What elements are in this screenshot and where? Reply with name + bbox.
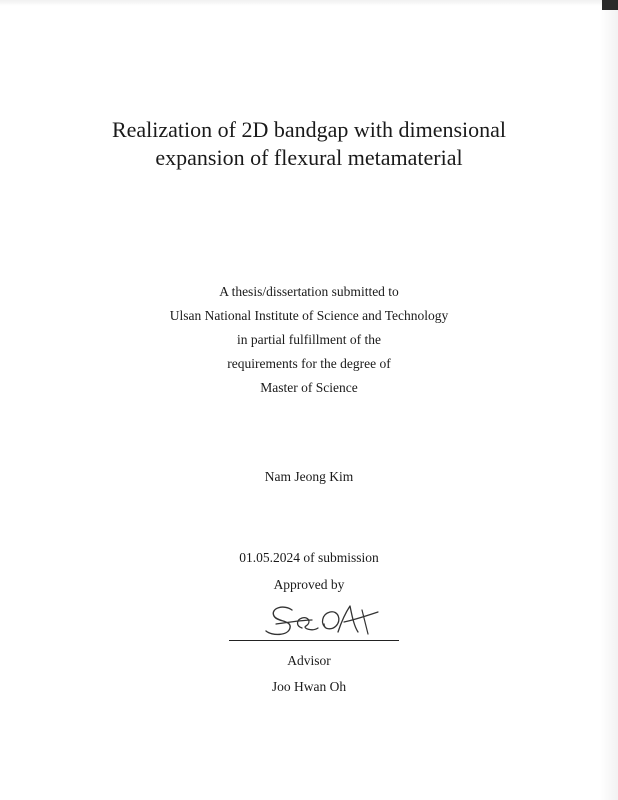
submission-line-5: Master of Science xyxy=(260,380,358,395)
submission-line-4: requirements for the degree of xyxy=(227,356,391,371)
submission-line-1: A thesis/dissertation submitted to xyxy=(219,284,399,299)
author-name: Nam Jeong Kim xyxy=(264,469,354,484)
thesis-title-line-2: expansion of flexural metamaterial xyxy=(155,145,463,170)
submission-statement xyxy=(0,280,618,400)
approved-by-label: Approved by xyxy=(273,577,345,592)
thesis-title xyxy=(0,116,618,172)
scan-edge-top xyxy=(0,0,618,6)
advisor-label: Advisor xyxy=(287,653,331,668)
advisor-name: Joo Hwan Oh xyxy=(271,679,347,694)
submission-line-2: Ulsan National Institute of Science and Technology xyxy=(169,308,449,323)
submission-date: 01.05.2024 of submission xyxy=(239,550,379,565)
submission-line-3: in partial fulfillment of the xyxy=(237,332,381,347)
advisor-signature xyxy=(262,598,382,644)
thesis-title-line-1: Realization of 2D bandgap with dimensional xyxy=(111,117,507,142)
scan-corner-mark xyxy=(602,0,618,10)
signature-line xyxy=(229,640,399,641)
